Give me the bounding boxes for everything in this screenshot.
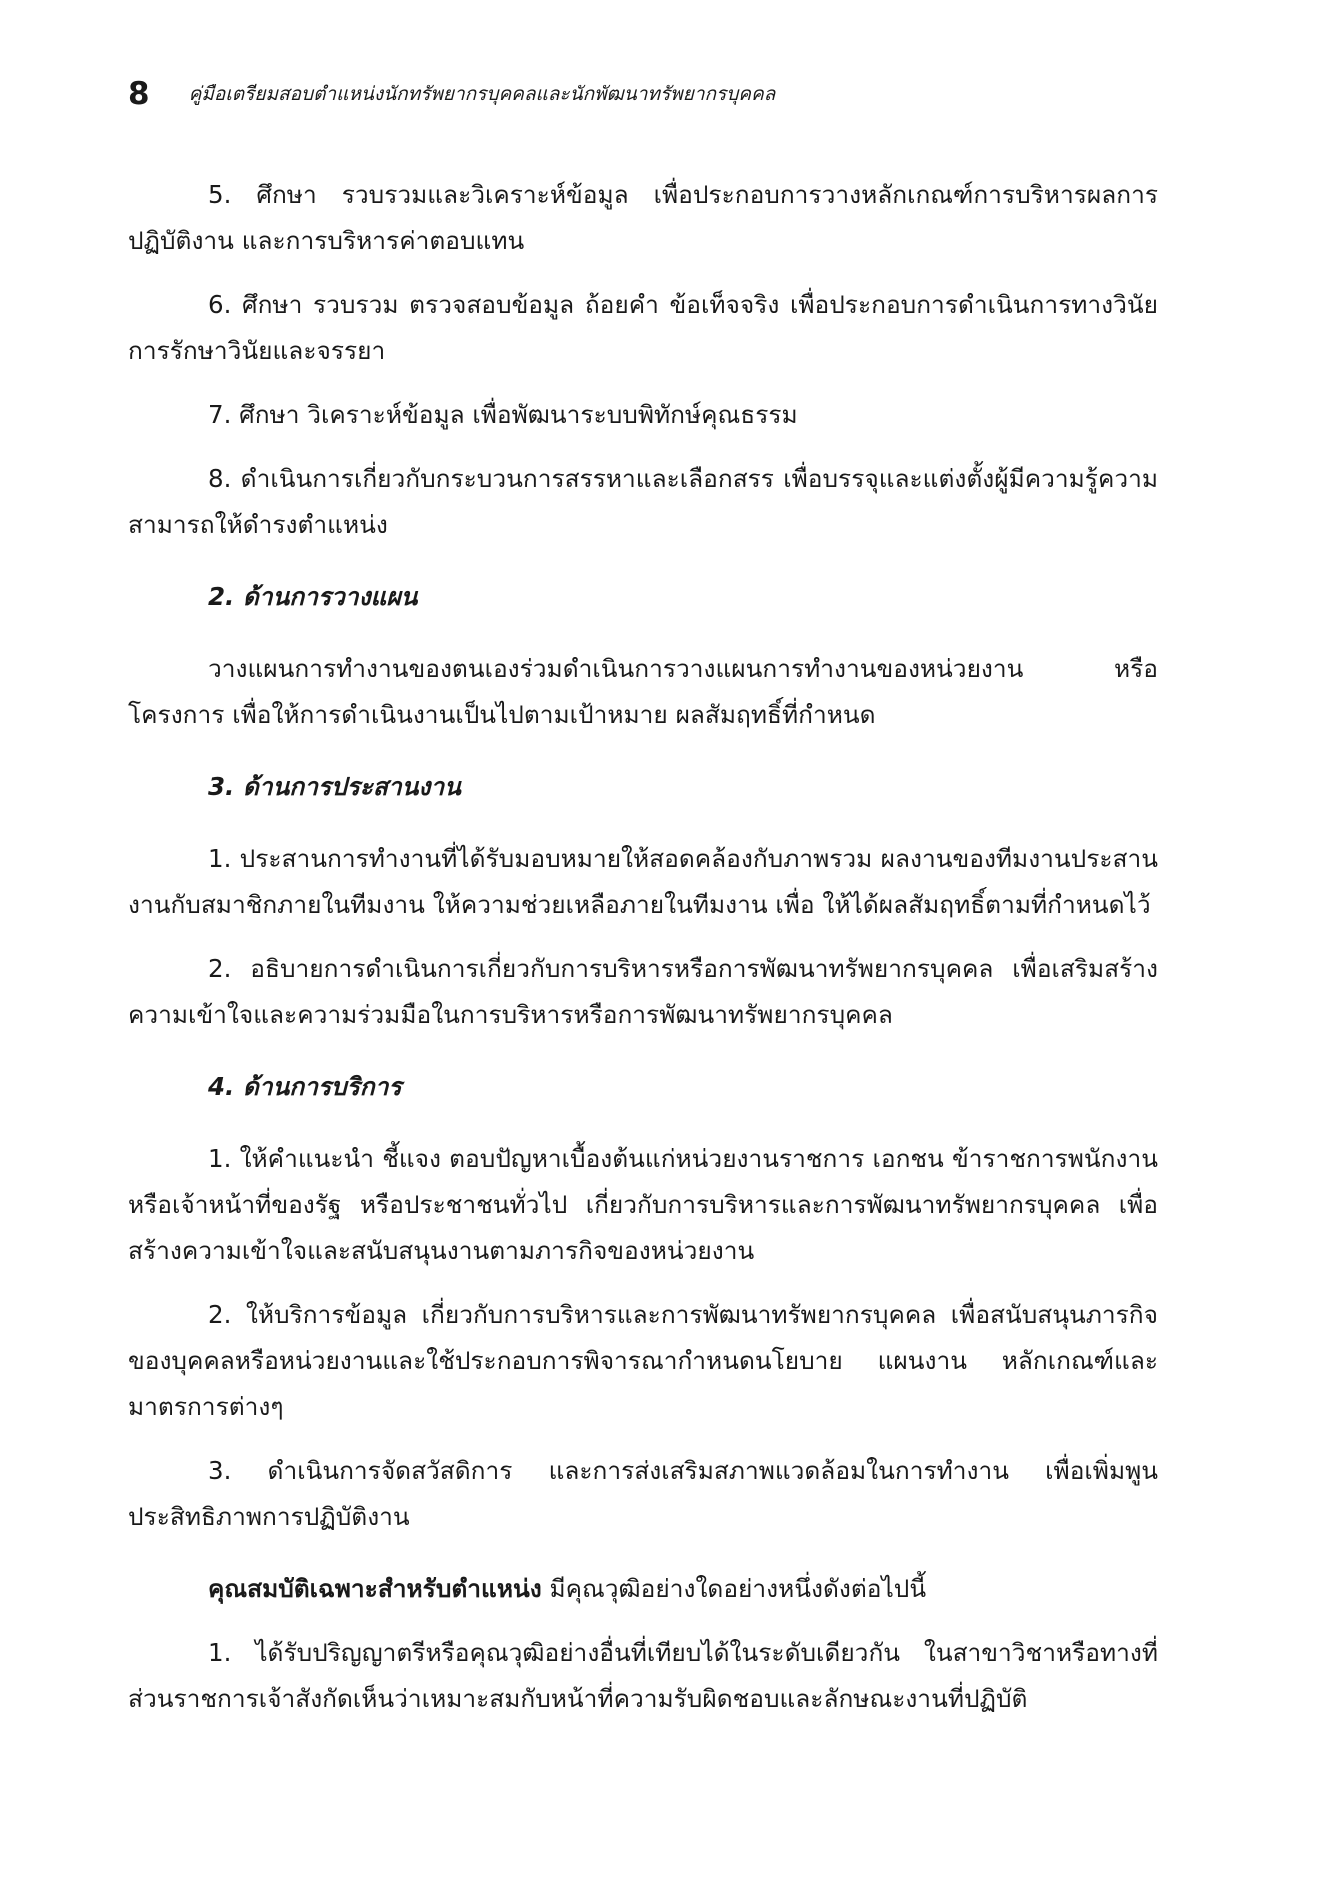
- running-title: คู่มือเตรียมสอบตำแหน่งนักทรัพยากรบุคคลและนักพัฒนาทรัพยากรบุคคล: [188, 83, 776, 105]
- service-item-2: 2. ให้บริการข้อมูล เกี่ยวกับการบริหารและการพัฒนาทรัพยากรบุคคล เพื่อสนับสนุนภารกิจของบุคคลหรือหน่วยงานและใช้ประกอบการพิจารณากำหนดนโยบาย แผนงาน หลักเกณฑ์และมาตรการต่างๆ: [128, 1300, 1158, 1421]
- duty-item-7: 7. ศึกษา วิเคราะห์ข้อมูล เพื่อพัฒนาระบบพิทักษ์คุณธรรม: [208, 400, 798, 429]
- qualification-rest: มีคุณวุฒิอย่างใดอย่างหนึ่งดังต่อไปนี้: [541, 1574, 927, 1603]
- section-heading-coordination: 3. ด้านการประสานงาน: [208, 772, 461, 801]
- coordination-item-2: 2. อธิบายการดำเนินการเกี่ยวกับการบริหารหรือการพัฒนาทรัพยากรบุคคล เพื่อเสริมสร้างความเข้าใจและความร่วมมือในการบริหารหรือการพัฒนาทรัพยากรบุคคล: [128, 954, 1158, 1029]
- qualification-lead: คุณสมบัติเฉพาะสำหรับตำแหน่ง: [208, 1574, 542, 1603]
- page-number: 8: [128, 76, 150, 112]
- planning-paragraph: วางแผนการทำงานของตนเองร่วมดำเนินการวางแผนการทำงานของหน่วยงาน หรือโครงการ เพื่อให้การดำเนินงานเป็นไปตามเป้าหมาย ผลสัมฤทธิ์ที่กำหนด: [128, 654, 1158, 729]
- qualification-statement: [128, 1566, 1158, 1612]
- service-item-3: 3. ดำเนินการจัดสวัสดิการ และการส่งเสริมสภาพแวดล้อมในการทำงาน เพื่อเพิ่มพูนประสิทธิภาพการปฏิบัติงาน: [128, 1456, 1158, 1531]
- section-heading-planning: 2. ด้านการวางแผน: [208, 582, 418, 611]
- duty-item-8: 8. ดำเนินการเกี่ยวกับกระบวนการสรรหาและเลือกสรร เพื่อบรรจุและแต่งตั้งผู้มีความรู้ความสามารถให้ดำรงตำแหน่ง: [128, 464, 1158, 539]
- service-item-1: 1. ให้คำแนะนำ ชี้แจง ตอบปัญหาเบื้องต้นแก่หน่วยงานราชการ เอกชน ข้าราชการพนักงานหรือเจ้าหน้าที่ของรัฐ หรือประชาชนทั่วไป เกี่ยวกับการบริหารและการพัฒนาทรัพยากรบุคคล เพื่อสร้างความเข้าใจและสนับสนุนงานตามภารกิจของหน่วยงาน: [128, 1144, 1158, 1265]
- coordination-item-1: 1. ประสานการทำงานที่ได้รับมอบหมายให้สอดคล้องกับภาพรวม ผลงานของทีมงานประสานงานกับสมาชิกภายในทีมงาน ให้ความช่วยเหลือภายในทีมงาน เพื่อ ให้ได้ผลสัมฤทธิ์ตามที่กำหนดไว้: [128, 844, 1158, 919]
- duty-item-5: 5. ศึกษา รวบรวมและวิเคราะห์ข้อมูล เพื่อประกอบการวางหลักเกณฑ์การบริหารผลการปฏิบัติงาน และการบริหารค่าตอบแทน: [128, 180, 1158, 255]
- section-heading-service: 4. ด้านการบริการ: [208, 1072, 402, 1101]
- page-header: [128, 76, 1208, 116]
- page-content: [128, 172, 1158, 1740]
- duty-item-6: 6. ศึกษา รวบรวม ตรวจสอบข้อมูล ถ้อยคำ ข้อเท็จจริง เพื่อประกอบการดำเนินการทางวินัย การรักษาวินัยและจรรยา: [128, 290, 1158, 365]
- qualification-item-1: 1. ได้รับปริญญาตรีหรือคุณวุฒิอย่างอื่นที่เทียบได้ในระดับเดียวกัน ในสาขาวิชาหรือทางที่ส่วนราชการเจ้าสังกัดเห็นว่าเหมาะสมกับหน้าที่ความรับผิดชอบและลักษณะงานที่ปฏิบัติ: [128, 1638, 1158, 1713]
